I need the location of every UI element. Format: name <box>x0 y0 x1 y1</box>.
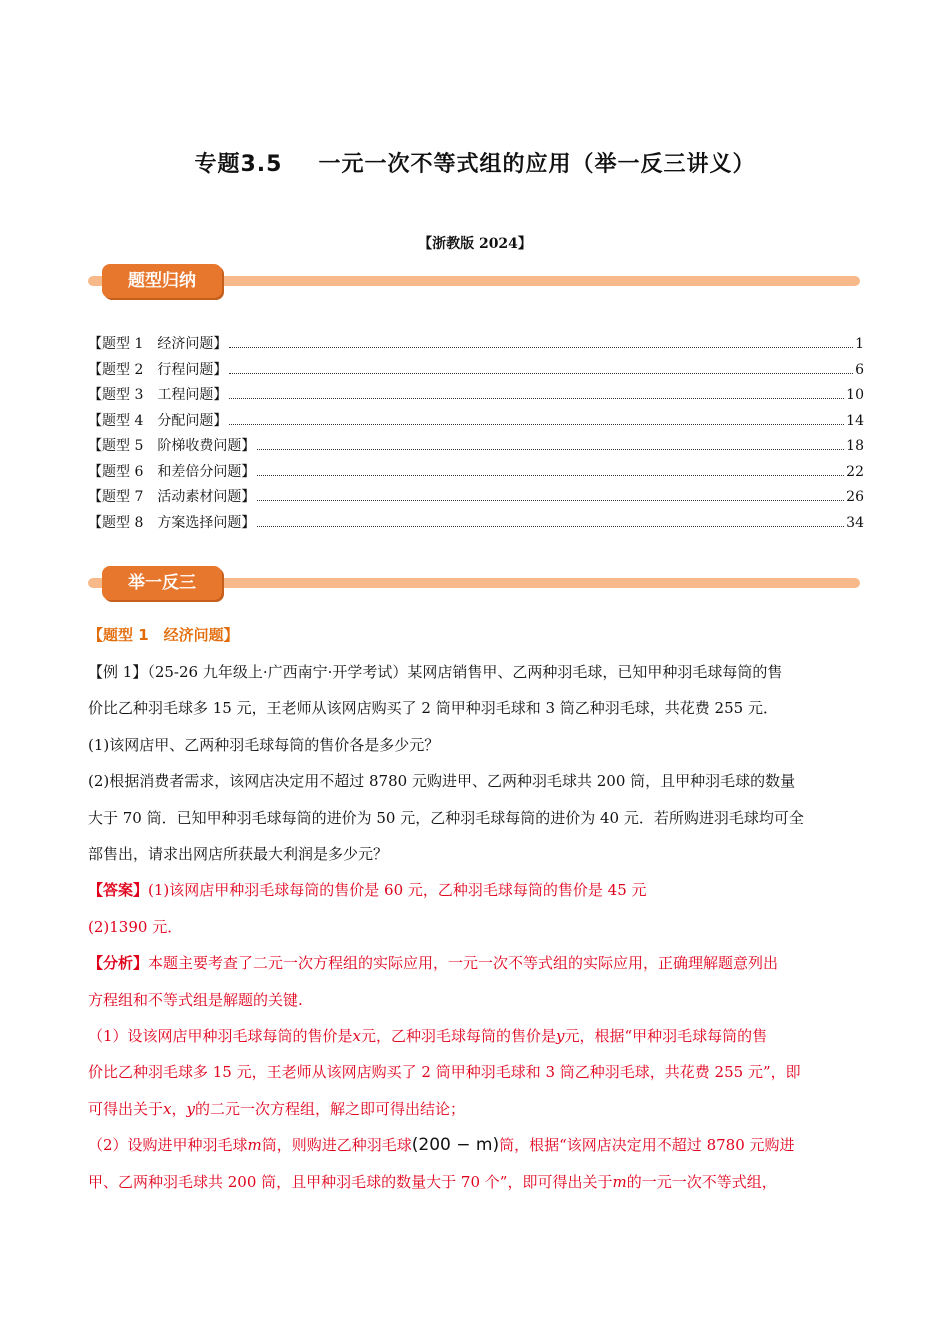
math-var: m <box>247 1136 262 1155</box>
banner-badge: 题型归纳 <box>102 264 222 298</box>
edition-label: 【浙教版 2024】 <box>418 236 532 252</box>
section-heading: 【题型 1 经济问题】 <box>88 626 239 644</box>
toc-page: 10 <box>846 387 864 403</box>
analysis-text: 元，根据“甲种羽毛球每筒的售 <box>564 1027 768 1046</box>
analysis-tag: 【分析】 <box>88 954 149 973</box>
toc-leader <box>229 398 844 399</box>
toc-item[interactable] <box>88 461 864 487</box>
toc-leader <box>229 347 853 348</box>
toc-leader <box>257 449 844 450</box>
toc-label: 【题型 1 经济问题】 <box>88 336 228 352</box>
analysis-step-1 <box>88 1018 864 1054</box>
banner-badge: 举一反三 <box>102 566 222 600</box>
toc-leader <box>229 424 844 425</box>
toc-item[interactable] <box>88 410 864 436</box>
example-text: （25-26 九年级上·广西南宁·开学考试）某网店销售甲、乙两种羽毛球，已知甲种羽毛球每筒的售 <box>147 663 783 681</box>
title-text: 一元一次不等式组的应用（举一反三讲义） <box>318 152 756 177</box>
toc-label: 【题型 7 活动素材问题】 <box>88 489 256 505</box>
example-line: 价比乙种羽毛球多 15 元，王老师从该网店购买了 2 筒甲种羽毛球和 3 筒乙种羽毛球，共花费 255 元． <box>88 699 778 718</box>
math-var: y <box>556 1027 565 1046</box>
answer-line: (2)1390 元． <box>88 917 183 936</box>
toc-label: 【题型 5 阶梯收费问题】 <box>88 438 256 454</box>
analysis-text: （1）设该网店甲种羽毛球每筒的售价是 <box>88 1027 353 1046</box>
math-var: y <box>186 1099 195 1118</box>
analysis-step-2 <box>88 1127 864 1163</box>
analysis-text: ， <box>171 1099 187 1118</box>
analysis-text: 元，乙种羽毛球每筒的售价是 <box>361 1027 557 1046</box>
analysis-step-1-line <box>88 1091 864 1127</box>
toc-page: 14 <box>846 412 864 429</box>
math-var: x <box>352 1027 362 1046</box>
toc-page: 6 <box>855 361 864 378</box>
toc-label: 【题型 2 行程问题】 <box>88 361 228 378</box>
toc-item[interactable] <box>88 359 864 385</box>
analysis-text: 本题主要考查了二元一次方程组的实际应用，一元一次不等式组的实际应用，正确理解题意列出 <box>148 954 779 973</box>
answer-line <box>88 872 864 908</box>
toc-page: 34 <box>846 514 864 531</box>
toc-item[interactable] <box>88 435 864 461</box>
toc-label: 【题型 4 分配问题】 <box>88 412 228 429</box>
summary-banner <box>88 262 860 300</box>
toc-item[interactable] <box>88 486 864 512</box>
analysis-text: 筒，则购进乙种羽毛球 <box>261 1136 412 1155</box>
practice-banner <box>88 564 860 602</box>
example-tag: 【例 1】 <box>88 663 148 681</box>
math-var: m <box>612 1172 627 1191</box>
toc-item[interactable] <box>88 384 864 410</box>
example-body <box>88 654 864 1200</box>
toc-leader <box>257 526 844 527</box>
question-2-line: 部售出，请求出网店所获最大利润是多少元？ <box>88 845 389 864</box>
analysis-text: 的一元一次不等式组， <box>626 1172 777 1191</box>
toc-label: 【题型 8 方案选择问题】 <box>88 514 256 531</box>
toc-item[interactable] <box>88 333 864 359</box>
analysis-text: 甲、乙两种羽毛球共 200 筒，且甲种羽毛球的数量大于 70 个”，即可得出关于 <box>88 1172 613 1191</box>
toc-page: 26 <box>846 489 864 505</box>
analysis-text: （2）设购进甲种羽毛球 <box>88 1136 248 1155</box>
answer-text: (1)该网店甲种羽毛球每筒的售价是 60 元，乙种羽毛球每筒的售价是 45 元 <box>148 881 647 900</box>
question-2-line: 大于 70 筒．已知甲种羽毛球每筒的进价为 50 元，乙种羽毛球每筒的进价为 40 元．若所购进羽毛球均可全 <box>88 808 804 827</box>
question-1: (1)该网店甲、乙两种羽毛球每筒的售价各是多少元？ <box>88 735 440 754</box>
toc-label: 【题型 6 和差倍分问题】 <box>88 463 256 480</box>
analysis-text: 的二元一次方程组，解之即可得出结论； <box>194 1099 465 1118</box>
example-line <box>88 654 864 690</box>
analysis-text: 筒，根据“该网店决定用不超过 8780 元购进 <box>499 1136 795 1155</box>
math-var: x <box>163 1099 172 1118</box>
analysis-step-2-line <box>88 1164 864 1200</box>
analysis-text: 可得出关于 <box>88 1099 164 1118</box>
toc-page: 22 <box>846 463 864 480</box>
analysis-line: 方程组和不等式组是解题的关键. <box>88 990 303 1009</box>
toc-page: 18 <box>846 438 864 454</box>
table-of-contents <box>88 333 864 537</box>
toc-leader <box>229 373 853 374</box>
analysis-step-1-line: 价比乙种羽毛球多 15 元，王老师从该网店购买了 2 筒甲种羽毛球和 3 筒乙种羽毛球，共花费 255 元”，即 <box>88 1063 801 1082</box>
analysis-line <box>88 945 864 981</box>
toc-item[interactable] <box>88 512 864 538</box>
toc-page: 1 <box>855 336 864 352</box>
question-2-line: (2)根据消费者需求，该网店决定用不超过 8780 元购进甲、乙两种羽毛球共 200 筒，且甲种羽毛球的数量 <box>88 772 796 791</box>
math-expression: (200 − m) <box>411 1135 500 1156</box>
toc-leader <box>257 500 844 501</box>
toc-leader <box>257 475 844 476</box>
page-title <box>0 147 950 178</box>
answer-tag: 【答案】 <box>88 881 149 900</box>
toc-label: 【题型 3 工程问题】 <box>88 387 228 403</box>
title-number: 专题3.5 <box>194 152 283 177</box>
